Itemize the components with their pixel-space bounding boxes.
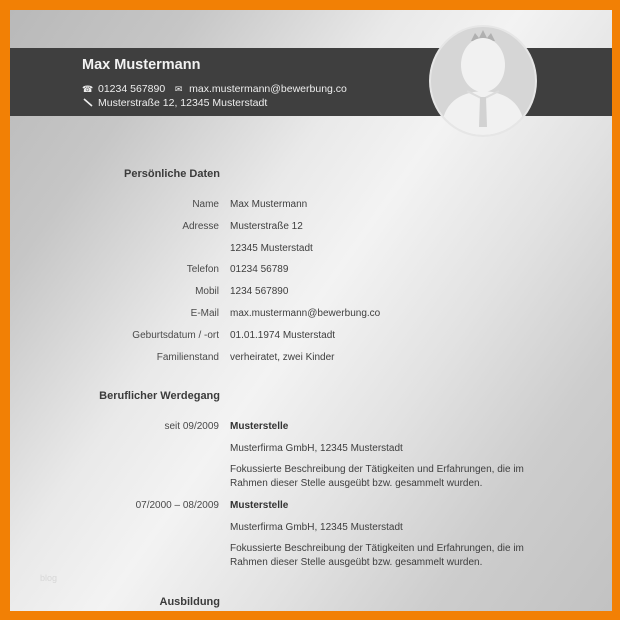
envelope-icon: ✉: [174, 83, 183, 94]
career-period: seit 09/2009: [164, 421, 219, 432]
header-email: max.mustermann@bewerbung.co: [189, 83, 347, 95]
personal-value: 12345 Musterstadt: [230, 243, 313, 254]
personal-label: Name: [192, 199, 219, 210]
personal-value: 01234 56789: [230, 264, 289, 275]
personal-value: Max Mustermann: [230, 199, 308, 210]
personal-label: E-Mail: [190, 308, 219, 319]
section-title-personal: Persönliche Daten: [124, 168, 220, 180]
personal-label: Mobil: [195, 286, 219, 297]
personal-value: verheiratet, zwei Kinder: [230, 352, 335, 363]
header-contact-line: [82, 83, 347, 95]
personal-label: Geburtsdatum / -ort: [132, 330, 219, 341]
cv-page: [10, 10, 612, 611]
section-title-education: Ausbildung: [159, 596, 220, 608]
section-title-career: Beruflicher Werdegang: [99, 390, 220, 402]
personal-value: max.mustermann@bewerbung.co: [230, 308, 381, 319]
career-company: Musterfirma GmbH, 12345 Musterstadt: [230, 522, 403, 533]
header-address-line: [82, 97, 267, 109]
career-position: Musterstelle: [230, 500, 289, 511]
personal-value: 1234 567890: [230, 286, 289, 297]
personal-label: Telefon: [186, 264, 219, 275]
avatar: [431, 27, 535, 135]
personal-value: 01.01.1974 Musterstadt: [230, 330, 336, 341]
personal-label: Adresse: [182, 221, 219, 232]
pen-icon: [82, 97, 93, 109]
header-phone: 01234 567890: [98, 83, 166, 95]
career-description: Fokussierte Beschreibung der Tätigkeiten und Erfahrungen, die im Rahmen dieser Stelle ausgeübt bzw. gesammelt wurden.: [230, 543, 524, 568]
career-period: 07/2000 – 08/2009: [135, 500, 219, 511]
career-position: Musterstelle: [230, 421, 289, 432]
watermark: blog: [40, 573, 58, 583]
header-name: Max Mustermann: [82, 57, 201, 73]
person-placeholder-icon: [431, 27, 535, 135]
career-company: Musterfirma GmbH, 12345 Musterstadt: [230, 443, 403, 454]
personal-value: Musterstraße 12: [230, 221, 303, 232]
career-description: Fokussierte Beschreibung der Tätigkeiten und Erfahrungen, die im Rahmen dieser Stelle ausgeübt bzw. gesammelt wurden.: [230, 464, 524, 489]
phone-icon: ☎: [82, 83, 94, 94]
header-address: Musterstraße 12, 12345 Musterstadt: [98, 97, 268, 109]
personal-label: Familienstand: [156, 352, 219, 363]
